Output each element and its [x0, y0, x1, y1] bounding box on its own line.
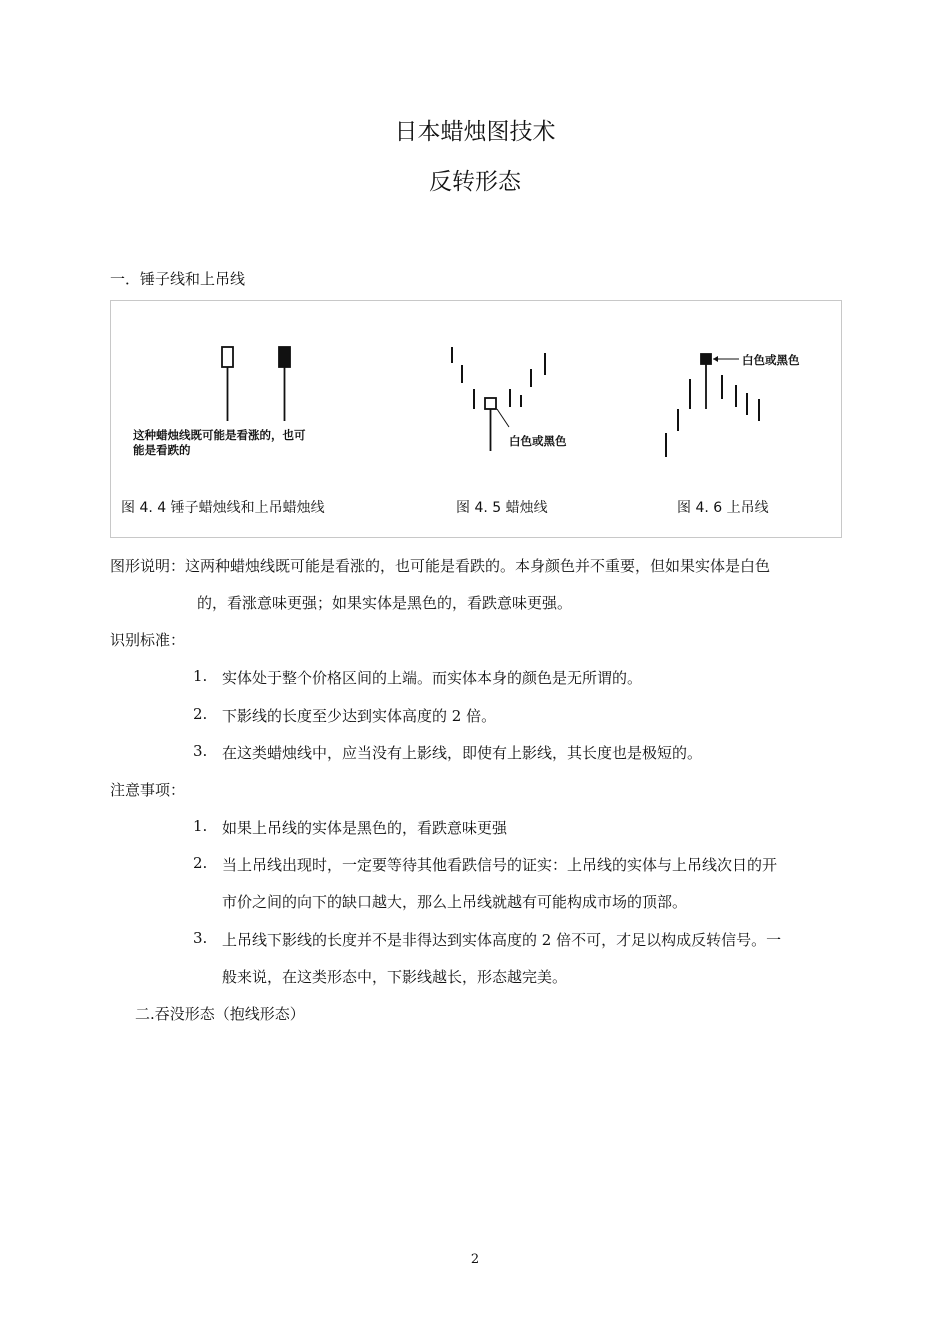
hammer-black-candle: [279, 347, 290, 421]
fig45-pointer-line: [497, 409, 509, 427]
document-title: 日本蜡烛图技术: [394, 119, 556, 145]
notes-number: 3.: [193, 929, 208, 947]
candlestick-figure: [110, 300, 842, 538]
criteria-heading: 识别标准：: [110, 631, 186, 649]
document-subtitle: 反转形态: [429, 169, 521, 195]
fig46-uptrend-candles: [666, 379, 690, 457]
notes-number: 1.: [193, 817, 208, 835]
notes-number: 2.: [193, 854, 208, 872]
criteria-number: 1.: [193, 667, 208, 685]
fig45-annotation: 白色或黑色: [509, 434, 567, 448]
fig46-annotation: 白色或黑色: [742, 353, 800, 367]
fig45-downtrend-candles: [452, 347, 474, 409]
fig45-uptrend-candles: [510, 353, 545, 407]
fig45-hammer-candle: [485, 398, 496, 451]
section-heading-hammer-hanging-man: 一．锤子线和上吊线: [110, 270, 246, 288]
notes-item-line: 上吊线下影线的长度并不是非得达到实体高度的 2 倍不可，才足以构成反转信号。一: [222, 931, 782, 949]
hammer-white-candle: [222, 347, 233, 421]
fig44-annotation-line1: 这种蜡烛线既可能是看涨的，也可: [133, 428, 306, 442]
criteria-item: 实体处于整个价格区间的上端。而实体本身的颜色是无所谓的。: [222, 669, 643, 687]
page-number: 2: [470, 1252, 480, 1267]
fig44-annotation-line2: 能是看跌的: [133, 443, 191, 457]
fig44-caption: 图 4. 4 锤子蜡烛线和上吊蜡烛线: [121, 500, 325, 516]
notes-heading: 注意事项：: [110, 781, 186, 799]
notes-item-line: 如果上吊线的实体是黑色的，看跌意味更强: [222, 819, 508, 837]
description-line1: 图形说明：这两种蜡烛线既可能是看涨的，也可能是看跌的。本身颜色并不重要，但如果实体是白色: [110, 557, 771, 575]
fig46-downtrend-candles: [722, 375, 759, 421]
notes-item-line: 当上吊线出现时，一定要等待其他看跌信号的证实：上吊线的实体与上吊线次日的开: [222, 856, 778, 874]
candlestick-figure-drawing: [111, 301, 843, 539]
notes-item-line: 市价之间的向下的缺口越大，那么上吊线就越有可能构成市场的顶部。: [222, 893, 688, 911]
criteria-item: 在这类蜡烛线中，应当没有上影线，即使有上影线，其长度也是极短的。: [222, 744, 703, 762]
section-heading-engulfing: 二.吞没形态（抱线形态）: [135, 1005, 305, 1023]
criteria-number: 2.: [193, 705, 208, 723]
fig46-caption: 图 4. 6 上吊线: [677, 500, 769, 516]
criteria-number: 3.: [193, 742, 208, 760]
fig46-hanging-man-candle: [701, 354, 711, 409]
description-line2: 的，看涨意味更强；如果实体是黑色的，看跌意味更强。: [197, 594, 573, 612]
criteria-item: 下影线的长度至少达到实体高度的 2 倍。: [222, 707, 497, 725]
fig46-arrow-head: [713, 356, 718, 362]
notes-item-line: 般来说，在这类形态中，下影线越长，形态越完美。: [222, 968, 568, 986]
fig45-caption: 图 4. 5 蜡烛线: [456, 500, 548, 516]
